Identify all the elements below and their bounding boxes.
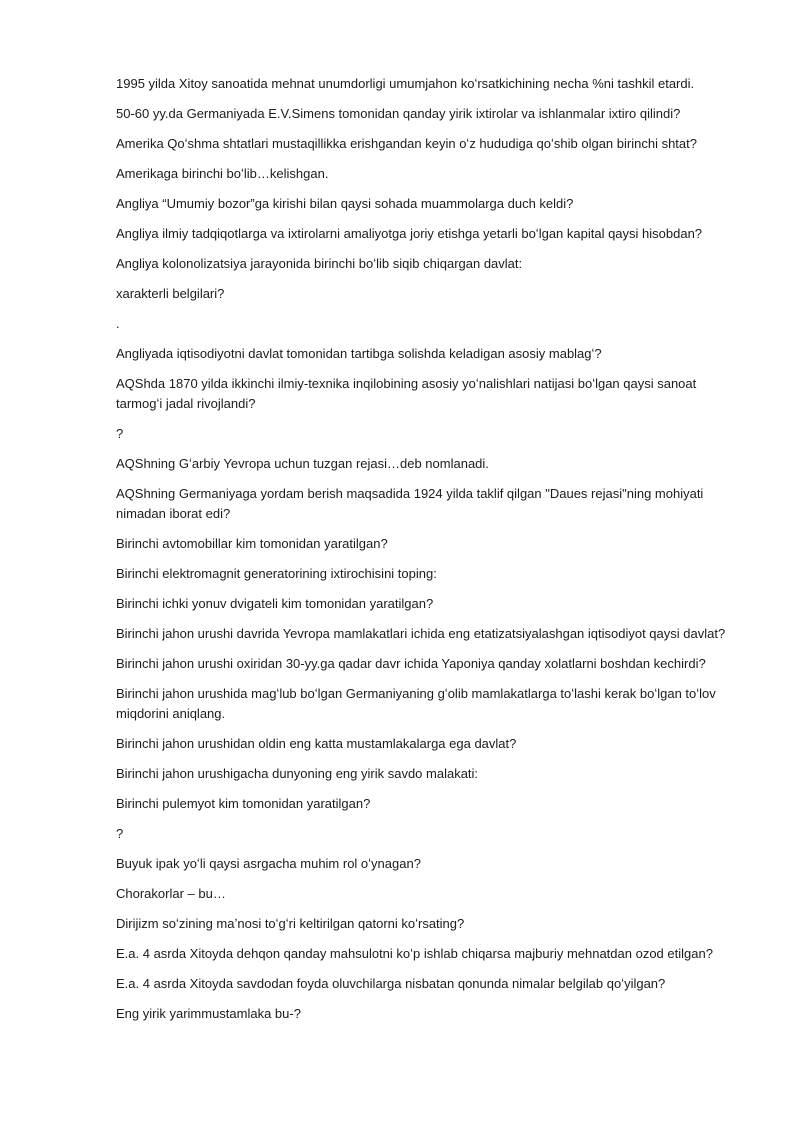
question-line: AQShda 1870 yilda ikkinchi ilmiy-texnika inqilobining asosiy yoʻnalishlari natijasi boʻlgan qaysi sanoat tarmogʻi jadal rivojlandi? — [116, 376, 697, 411]
question-line: Amerika Qoʻshma shtatlari mustaqillikka erishgandan keyin oʻz hududiga qoʻshib olgan birinchi shtat? — [116, 136, 697, 151]
question-line: Angliya ilmiy tadqiqotlarga va ixtirolarni amaliyotga joriy etishga yetarli boʻlgan kapital qaysi hisobdan? — [116, 226, 703, 241]
stray-mark-line: . — [116, 316, 120, 331]
question-line: Birinchi jahon urushi oxiridan 30-yy.ga qadar davr ichida Yaponiya qanday xolatlarni boshdan kechirdi? — [116, 656, 706, 671]
question-line: 50-60 yy.da Germaniyada E.V.Simens tomonidan qanday yirik ixtirolar va ishlanmalar ixtiro qilindi? — [116, 106, 681, 121]
stray-mark-line: ? — [116, 426, 124, 441]
question-line: Buyuk ipak yoʻli qaysi asrgacha muhim rol oʻynagan? — [116, 856, 421, 871]
question-line: Dirijizm soʻzining maʼnosi toʻgʻri keltirilgan qatorni koʻrsating? — [116, 916, 465, 931]
question-line: Birinchi ichki yonuv dvigateli kim tomonidan yaratilgan? — [116, 596, 434, 611]
question-line: Birinchi jahon urushigacha dunyoning eng yirik savdo malakati: — [116, 766, 479, 781]
question-line: Birinchi pulemyot kim tomonidan yaratilgan? — [116, 796, 371, 811]
question-line: Birinchi avtomobillar kim tomonidan yaratilgan? — [116, 536, 388, 551]
question-line: Birinchi jahon urushida magʻlub boʻlgan Germaniyaning gʻolib mamlakatlarga toʻlashi kerak boʻlgan toʻlov miqdorini aniqlang. — [116, 686, 716, 721]
question-line: E.a. 4 asrda Xitoyda savdodan foyda oluvchilarga nisbatan qonunda nimalar belgilab qoʻyilgan? — [116, 976, 666, 991]
question-line: 1995 yilda Xitoy sanoatida mehnat unumdorligi umumjahon koʻrsatkichining necha %ni tashkil etardi. — [116, 76, 695, 91]
question-line: Eng yirik yarimmustamlaka bu-? — [116, 1006, 301, 1021]
question-line: Birinchi jahon urushidan oldin eng katta mustamlakalarga ega davlat? — [116, 736, 517, 751]
question-line: E.a. 4 asrda Xitoyda dehqon qanday mahsulotni koʻp ishlab chiqarsa majburiy mehnatdan ozod etilgan? — [116, 946, 713, 961]
question-line: AQShning Gʻarbiy Yevropa uchun tuzgan rejasi…deb nomlanadi. — [116, 456, 489, 471]
question-line: Angliya kolonolizatsiya jarayonida birinchi boʻlib siqib chiqargan davlat: — [116, 256, 523, 271]
question-line: Angliyada iqtisodiyotni davlat tomonidan tartibga solishda keladigan asosiy mablagʻ? — [116, 346, 602, 361]
question-line: Angliya “Umumiy bozor”ga kirishi bilan qaysi sohada muammolarga duch keldi? — [116, 196, 574, 211]
stray-mark-line: ? — [116, 826, 124, 841]
question-line: Birinchi elektromagnit generatorining ixtirochisini toping: — [116, 566, 437, 581]
question-line: xarakterli belgilari? — [116, 286, 225, 301]
question-line: Chorakorlar – bu… — [116, 886, 226, 901]
question-line: Birinchi jahon urushi davrida Yevropa mamlakatlari ichida eng etatizatsiyalashgan iqtisodiyot qaysi davlat? — [116, 626, 726, 641]
question-line: AQShning Germaniyaga yordam berish maqsadida 1924 yilda taklif qilgan "Daues rejasi"ning mohiyati nimadan iborat edi? — [116, 486, 704, 521]
question-line: Amerikaga birinchi boʻlib…kelishgan. — [116, 166, 329, 181]
question-list — [116, 74, 738, 1034]
